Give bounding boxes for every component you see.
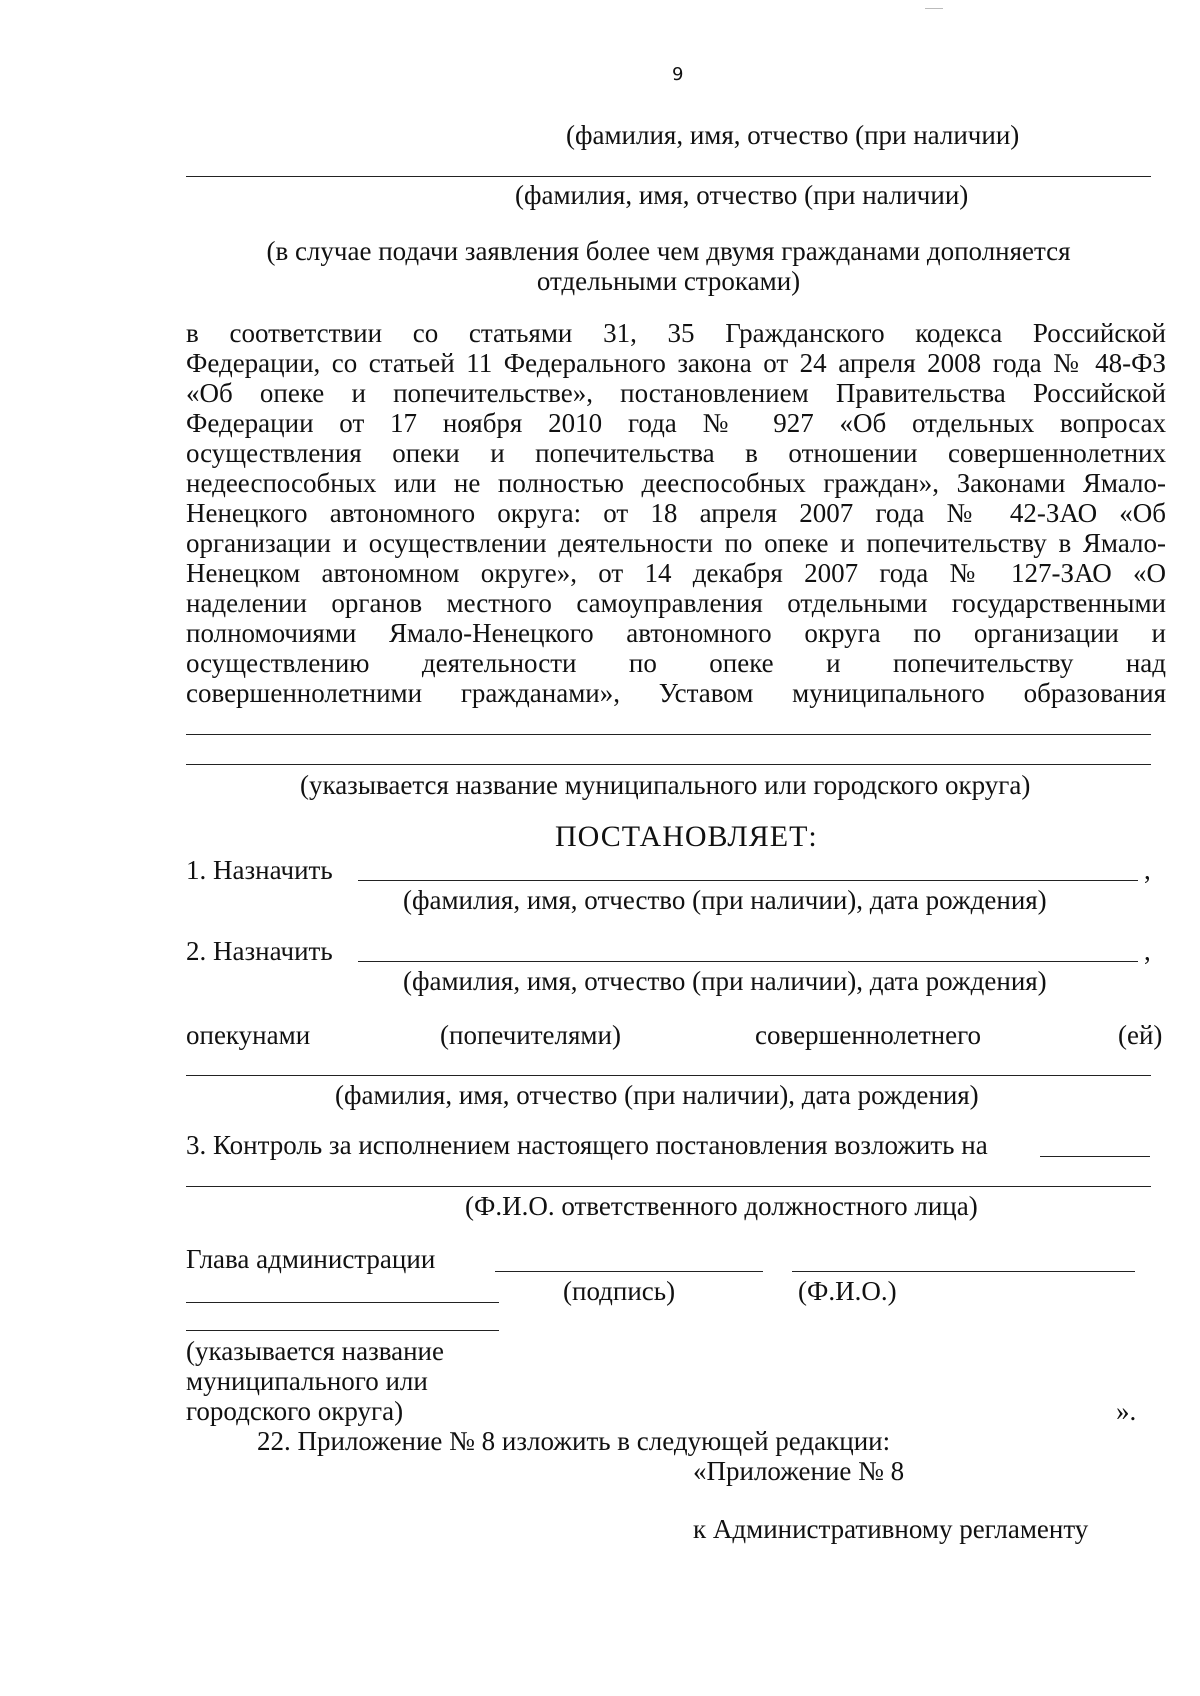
item2-caption: (фамилия, имя, отчество (при наличии), дата рождения) <box>403 966 1047 996</box>
sign-note-line: (указывается название <box>186 1336 444 1366</box>
guardians-word-1: опекунами <box>186 1020 311 1050</box>
annex-subtitle: к Административному регламенту <box>693 1514 1089 1544</box>
body-line: недееспособных или не полностью дееспособных граждан», Законами Ямало- <box>186 468 1166 498</box>
scan-artifact <box>925 8 943 9</box>
closing-quote: ». <box>1116 1396 1137 1426</box>
comma: , <box>1144 936 1151 966</box>
item3-text: 3. Контроль за исполнением настоящего постановления возложить на <box>186 1130 988 1160</box>
guardians-word-2: (попечителями) <box>440 1020 621 1050</box>
guardians-word-3: совершеннолетнего <box>755 1020 981 1050</box>
body-line: Федерации, со статьей 11 Федерального закона от 24 апреля 2008 года № 48-ФЗ <box>186 348 1166 378</box>
blank-line <box>186 734 1151 735</box>
signature-caption: (подпись) <box>563 1276 676 1306</box>
fio-line <box>792 1271 1135 1272</box>
blank-line <box>186 1302 499 1303</box>
item1-label: 1. Назначить <box>186 855 333 885</box>
ward-caption: (фамилия, имя, отчество (при наличии), дата рождения) <box>335 1080 979 1110</box>
note-line-1: (в случае подачи заявления более чем двумя гражданами дополняется <box>266 236 1071 266</box>
guardians-word-4: (ей) <box>1118 1020 1163 1050</box>
body-line: Ненецкого автономного округа: от 18 апреля 2007 года № 42-ЗАО «Об <box>186 498 1166 528</box>
body-line: полномочиями Ямало-Ненецкого автономного округа по организации и <box>186 618 1166 648</box>
official-caption: (Ф.И.О. ответственного должностного лица) <box>465 1191 978 1221</box>
blank-line <box>186 1330 499 1331</box>
blank-line <box>186 764 1151 765</box>
caption-applicant-2: (фамилия, имя, отчество (при наличии) <box>515 180 969 210</box>
blank-line <box>1040 1156 1150 1157</box>
body-line: «Об опеке и попечительстве», постановлением Правительства Российской <box>186 378 1166 408</box>
item2-label: 2. Назначить <box>186 936 333 966</box>
body-line: осуществлению деятельности по опеке и попечительству над <box>186 648 1166 678</box>
signature-line <box>495 1271 763 1272</box>
item22-text: 22. Приложение № 8 изложить в следующей редакции: <box>257 1426 891 1456</box>
blank-line <box>186 1186 1151 1187</box>
caption-applicant-1: (фамилия, имя, отчество (при наличии) <box>566 120 1020 150</box>
decree-heading: ПОСТАНОВЛЯЕТ: <box>555 820 818 853</box>
sign-note-line: муниципального или <box>186 1366 428 1396</box>
municipality-caption: (указывается название муниципального или городского округа) <box>300 770 1031 800</box>
sign-note-line: городского округа) <box>186 1396 404 1426</box>
comma: , <box>1144 855 1151 885</box>
blank-line <box>358 961 1138 962</box>
fio-caption: (Ф.И.О.) <box>798 1276 897 1306</box>
body-line: осуществления опеки и попечительства в отношении совершеннолетних <box>186 438 1166 468</box>
head-label: Глава администрации <box>186 1244 436 1274</box>
body-line: совершеннолетними гражданами», Уставом муниципального образования <box>186 678 1166 708</box>
item1-caption: (фамилия, имя, отчество (при наличии), дата рождения) <box>403 885 1047 915</box>
body-line: наделении органов местного самоуправления отдельными государственными <box>186 588 1166 618</box>
body-line: в соответствии со статьями 31, 35 Гражданского кодекса Российской <box>186 318 1166 348</box>
annex-title: «Приложение № 8 <box>693 1456 905 1486</box>
blank-line <box>358 880 1138 881</box>
blank-line <box>186 176 1151 177</box>
body-line: Ненецком автономном округе», от 14 декабря 2007 года № 127-ЗАО «О <box>186 558 1166 588</box>
blank-line <box>186 1075 1151 1076</box>
note-line-2: отдельными строками) <box>536 266 801 296</box>
page-number: 9 <box>672 64 684 85</box>
body-line: Федерации от 17 ноября 2010 года № 927 «Об отдельных вопросах <box>186 408 1166 438</box>
body-line: организации и осуществлении деятельности по опеке и попечительству в Ямало- <box>186 528 1166 558</box>
